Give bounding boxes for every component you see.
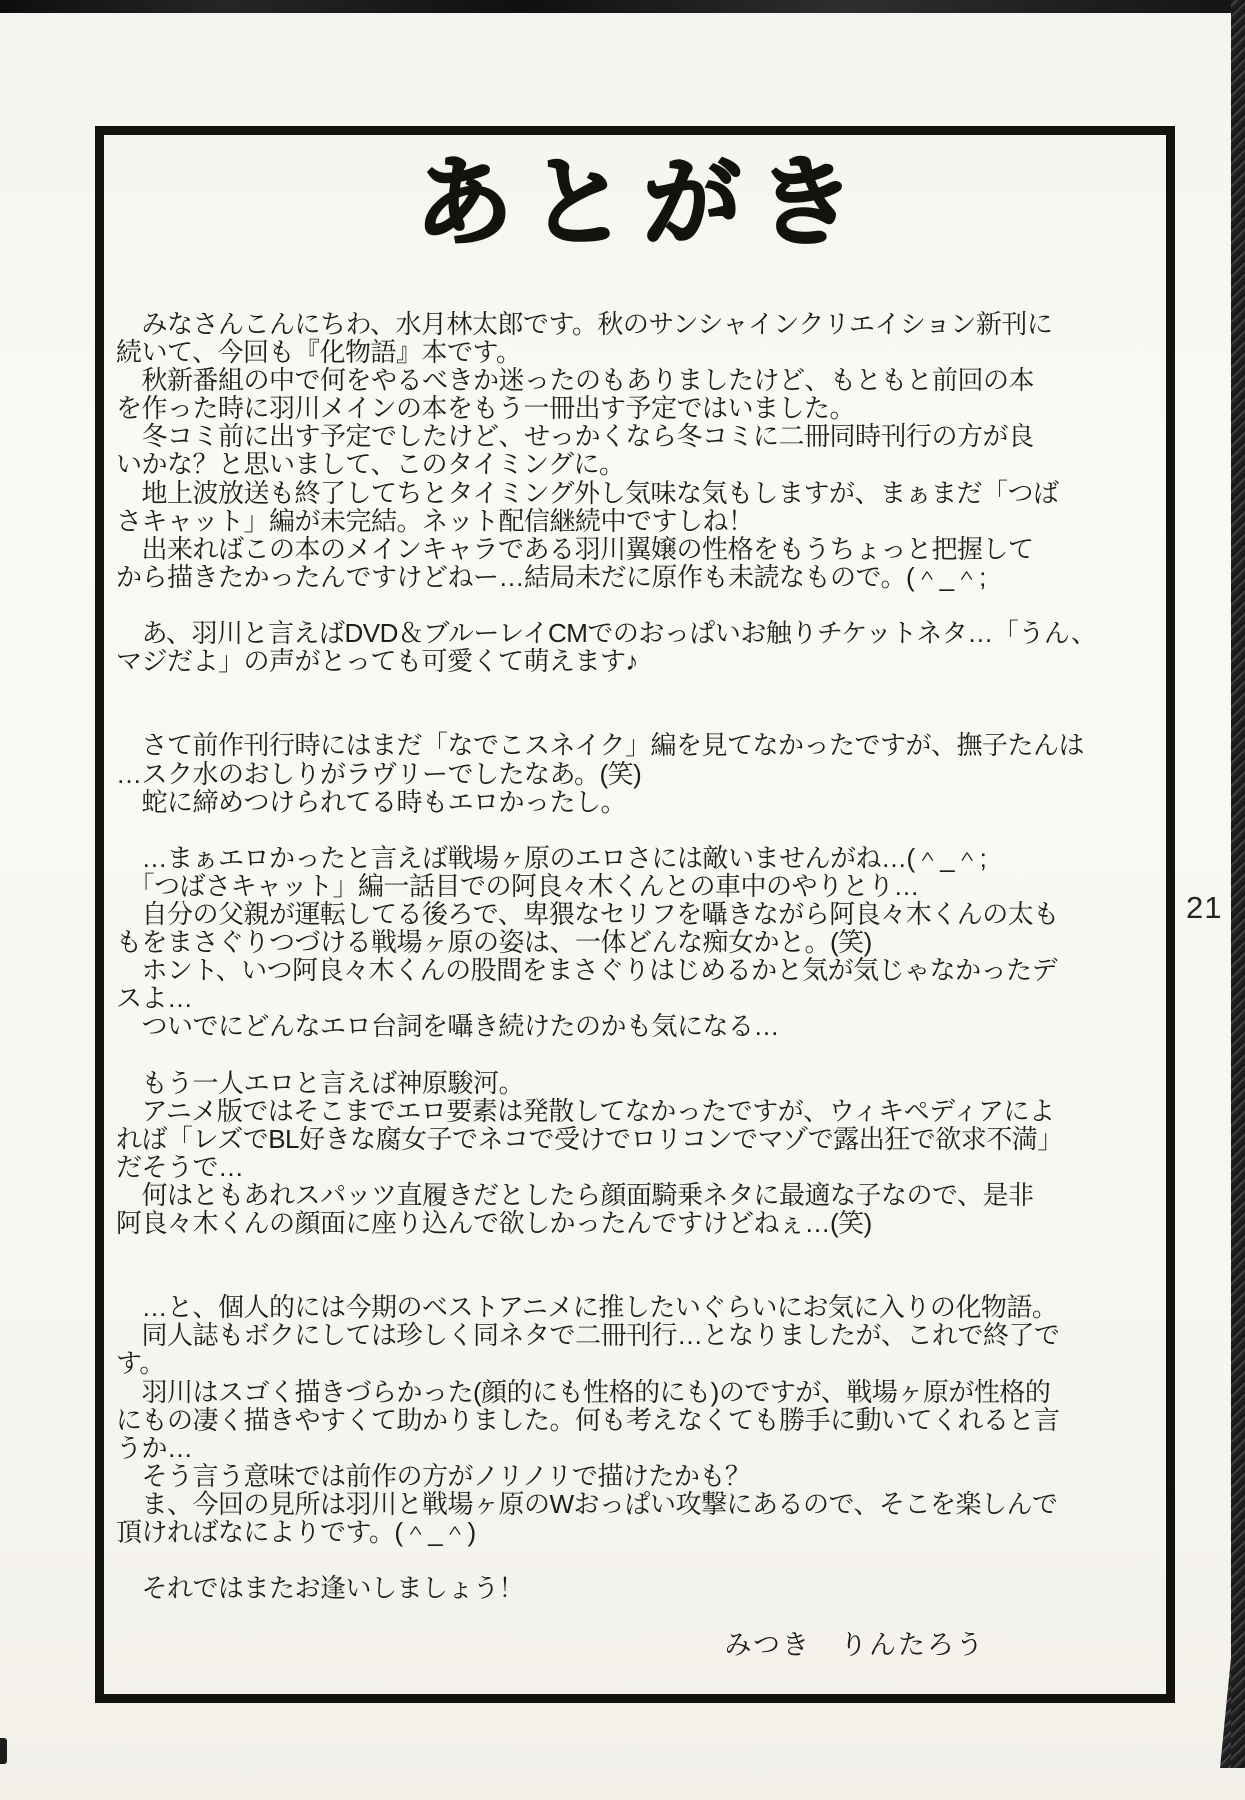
text-line: から描きたかったんですけどねー…結局未だに原作も未読なもので。(＾_＾; [116,561,986,592]
text-line: そう言う意味では前作の方がノリノリで描けたかも？ [116,1460,751,1491]
text-line: 阿良々木くんの顔面に座り込んで欲しかったんですけどねぇ…(笑) [116,1208,872,1238]
text-line: を作った時に羽川メインの本をもう一冊出す予定ではいました。 [116,393,855,424]
text-line: さキャット」編が未完結。ネット配信継続中ですしね！ [116,505,754,536]
text-line: さて前作刊行時にはまだ「なでこスネイク」編を見てなかったですが、撫子たんは [116,730,1084,761]
text-line: みなさんこんにちわ、水月林太郎です。秋のサンシャインクリエイション新刊に [116,309,1053,339]
text-line: にもの凄く描きやすくて助かりました。何も考えなくても勝手に動いてくれると言 [116,1404,1060,1435]
text-line: もをまさぐりつづける戦場ヶ原の姿は、一体どんな痴女かと。(笑) [116,927,872,958]
text-line: れば「レズでBL好きな腐女子でネコで受けでロリコンでマゾで露出狂で欲求不満」 [116,1123,1063,1154]
text-line: 地上波放送も終了してちとタイミング外し気味な気もしますが、まぁまだ「つば [116,477,1059,508]
text-line: アニメ版ではそこまでエロ要素は発散してなかったですが、ウィキペディアによ [116,1095,1055,1126]
text-line: 羽川はスゴく描きづらかった(顔的にも性格的にも)のですが、戦場ヶ原が性格的 [116,1376,1051,1407]
afterword-box [95,126,1175,1703]
text-line: 自分の父親が運転してる後ろで、卑猥なセリフを囁きながら阿良々木くんの太も [116,898,1059,929]
text-line: 「つばさキャット」編一話目での阿良々木くんとの車中のやりとり… [116,870,920,901]
text-line: …スク水のおしりがラヴリーでしたなあ。(笑) [116,758,642,789]
text-line [116,675,1162,703]
text-line [116,591,1162,619]
text-line [116,1040,1162,1068]
text-line [116,816,1162,844]
text-line: だそうで… [116,1151,244,1182]
text-line: うか… [116,1432,193,1463]
text-line: 同人誌もボクにしては珍しく同ネタで二冊刊行…となりましたが、これで終了で [116,1320,1060,1351]
scan-edge-right [1231,0,1245,1768]
text-line: あ、羽川と言えばDVD＆ブルーレイCMでのおっぱいお触りチケットネタ…「うん、 [116,618,1097,649]
text-line: もう一人エロと言えば神原駿河。 [116,1067,525,1098]
text-line: …まぁエロかったと言えば戦場ヶ原のエロさには敵いませんがね…(＾_＾; [116,842,987,873]
text-line: スよ… [116,983,193,1014]
text-line: ついでにどんなエロ台詞を囁き続けたのかも気になる… [116,1011,780,1042]
text-line: 何はともあれスパッツ直履きだとしたら顔面騎乗ネタに最適な子なので、是非 [116,1179,1034,1210]
text-line [116,1265,1162,1293]
scan-edge-top [0,0,1245,13]
page-number: 21 [1186,890,1223,925]
afterword-body [116,310,1162,1602]
text-line [116,703,1162,731]
text-line: 冬コミ前に出す予定でしたけど、せっかくなら冬コミに二冊同時刊行の方が良 [116,421,1034,452]
text-line: …と、個人的には今期のベストアニメに推したいぐらいにお気に入りの化物語。 [116,1292,1058,1323]
text-line: ま、今回の見所は羽川と戦場ヶ原のWおっぱい攻撃にあるので、そこを楽しんで [116,1488,1058,1519]
author-signature: みつき りんたろう [724,1630,985,1660]
text-line: 蛇に締めつけられてる時もエロかったし。 [116,786,627,817]
text-line: 続いて、今回も『化物語』本です。 [116,337,522,368]
text-line: いかな？と思いまして、このタイミングに。 [116,449,625,480]
text-line: 頂ければなによりです。(＾_＾) [116,1517,476,1548]
text-line: 秋新番組の中で何をやるべきか迷ったのもありましたけど、もともと前回の本 [116,365,1035,396]
text-line [116,1546,1162,1574]
text-line [116,1237,1162,1265]
scan-mark-left [0,1738,7,1764]
page-title: あとがき [414,147,871,257]
text-line: それではまたお逢いしましょう！ [116,1573,525,1604]
text-line: す。 [116,1348,165,1379]
text-line: マジだよ」の声がとっても可愛くて萌えます♪ [116,646,638,677]
text-line: ホント、いつ阿良々木くんの股間をまさぐりはじめるかと気が気じゃなかったデ [116,955,1058,986]
text-line: 出来ればこの本のメインキャラである羽川翼嬢の性格をもうちょっと把握して [116,533,1034,564]
